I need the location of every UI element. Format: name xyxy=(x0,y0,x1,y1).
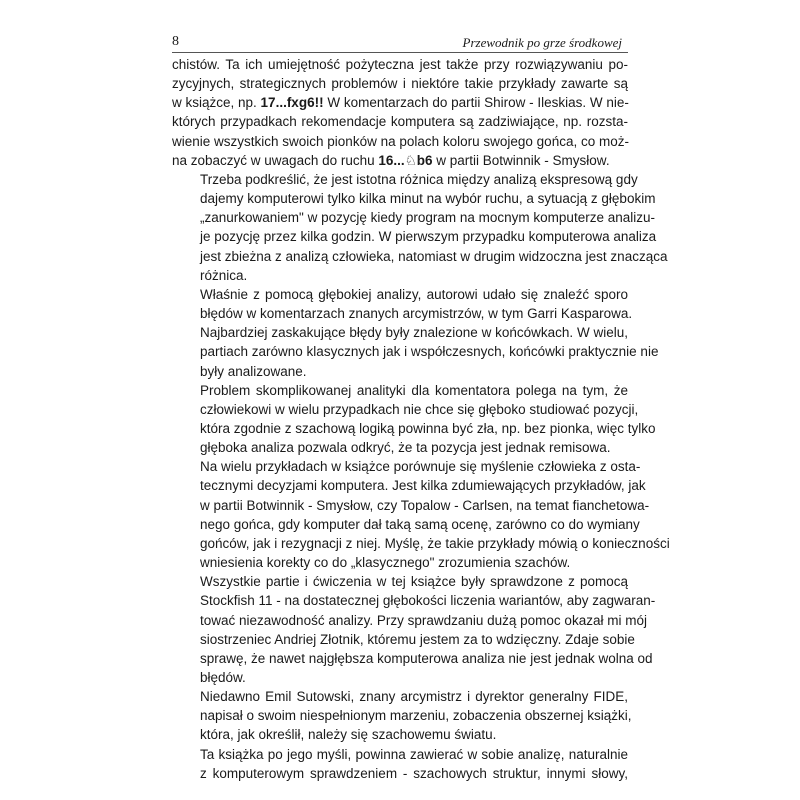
text-line: „zanurkowaniem" w pozycję kiedy program na mocnym komputerze analizu- xyxy=(200,210,655,226)
text-line: Na wielu przykładach w książce porównuje się myślenie człowieka z osta- xyxy=(200,459,641,475)
text-line: tować niezawodność analizy. Przy sprawdzaniu dużą pomoc okazał mi mój xyxy=(200,612,647,628)
text-line: jest zbieżna z analizą człowieka, natomiast w drugim widzoczna jest znacząca xyxy=(200,248,668,264)
text-line: partiach zarówno klasycznych jak i współczesnych, końcówki praktycznie nie xyxy=(200,344,659,360)
text-line: dajemy komputerowi tylko kilka minut na wybór ruchu, a sytuacją z głębokim xyxy=(200,191,656,207)
text-line: wienie wszystkich swoich pionków na polach koloru swojego gońca, co moż- xyxy=(172,133,629,149)
text-line: która zgodnie z szachową logiką powinna być zła, np. bez pionka, więc tylko xyxy=(200,420,656,436)
body-text xyxy=(172,55,670,783)
paragraph xyxy=(172,381,656,458)
chess-move: 16...♘b6 xyxy=(378,152,433,168)
chess-move: 17...fxg6!! xyxy=(260,95,324,111)
text-line: napisał o swoim niespełnionym marzeniu, zobaczenia obszernej książki, xyxy=(200,708,632,724)
paragraph xyxy=(172,572,656,687)
text-line: Ta książka po jego myśli, powinna zawierać w sobie analizę, naturalnie xyxy=(200,746,628,762)
text-line: Właśnie z pomocą głębokiej analizy, autorowi udało się znaleźć sporo xyxy=(200,286,628,302)
paragraph xyxy=(172,687,632,744)
text-line: siostrzeniec Andriej Złotnik, któremu jestem za to wdzięczny. Zdaje sobie xyxy=(200,631,635,647)
text-line: różnica. xyxy=(200,267,248,283)
text-line: sprawę, że nawet najgłębsza komputerowa analiza nie jest jednak wolna od xyxy=(200,650,653,666)
text-line: człowiekowi w wielu przypadkach nie chce się głęboko studiować pozycji, xyxy=(200,401,639,417)
text-line: były analizowane. xyxy=(200,363,307,379)
text-line: w partii Botwinnik - Smysłow, czy Topalow - Carlsen, na temat fianchetowa- xyxy=(200,497,650,513)
text-line: tecznymi decyzjami komputera. Jest kilka zdumiewających przykładów, jak xyxy=(200,478,646,494)
text-line: gońców, jak i rezygnacji z niej. Myślę, że takie przykłady mówią o konieczności xyxy=(200,535,670,551)
text-line: je pozycję przez kilka godzin. W pierwszym przypadku komputerowa analiza xyxy=(200,229,657,245)
text-line: wniesienia korekty co do „klasycznego" zrozumienia szachów. xyxy=(200,555,571,571)
paragraph xyxy=(172,745,628,783)
text-line: Problem skomplikowanej analityki dla komentatora polega na tym, że xyxy=(200,382,628,398)
book-page xyxy=(172,34,670,783)
paragraph xyxy=(172,285,633,323)
text-line: Wszystkie partie i ćwiczenia w tej książce były sprawdzone z pomocą xyxy=(200,574,628,590)
text-line: Niedawno Emil Sutowski, znany arcymistrz i dyrektor generalny FIDE, xyxy=(200,689,628,705)
paragraph xyxy=(172,323,659,380)
text-line: która, jak określił, należy się szachowemu światu. xyxy=(200,727,497,743)
paragraph xyxy=(172,457,670,572)
text-line: zycyjnych, strategicznych problemów i niektóre takie przykłady zawarte są xyxy=(172,76,628,92)
text-line: nego gońca, gdy komputer dał taką samą ocenę, zarówno co do wymiany xyxy=(200,516,640,532)
text-line: chistów. Ta ich umiejętność pożyteczna jest także przy rozwiązywaniu po- xyxy=(172,57,628,72)
text-line: których przypadkach rekomendacje komputera są zadziwiające, np. rozsta- xyxy=(172,114,628,130)
page-number: 8 xyxy=(172,34,179,49)
text-line: błędów. xyxy=(200,670,246,685)
text-line: głęboka analiza pozwala odkryć, że ta pozycja jest jednak remisowa. xyxy=(200,440,611,456)
text-line: Stockfish 11 - na dostatecznej głębokości liczenia wariantów, aby zagwaran- xyxy=(200,593,656,609)
text-line: Trzeba podkreślić, że jest istotna różnica między analizą ekspresową gdy xyxy=(200,171,638,187)
text-line: na zobaczyć w uwagach do ruchu 16...♘b6 w partii Botwinnik - Smysłow. xyxy=(172,152,610,168)
paragraph xyxy=(172,170,668,285)
paragraph xyxy=(172,55,628,170)
page-header xyxy=(172,34,628,53)
text-line: z komputerowym sprawdzeniem - szachowych struktur, innymi słowy, xyxy=(200,765,628,781)
text-line: błędów w komentarzach znanych arcymistrzów, w tym Garri Kasparowa. xyxy=(200,306,633,322)
text-line: Najbardziej zaskakujące błędy były znalezione w końcówkach. W wielu, xyxy=(200,325,628,341)
text-line: w książce, np. 17...fxg6!! W komentarzach do partii Shirow - Ileskias. W nie- xyxy=(172,95,629,111)
running-title: Przewodnik po grze środkowej xyxy=(462,35,622,50)
